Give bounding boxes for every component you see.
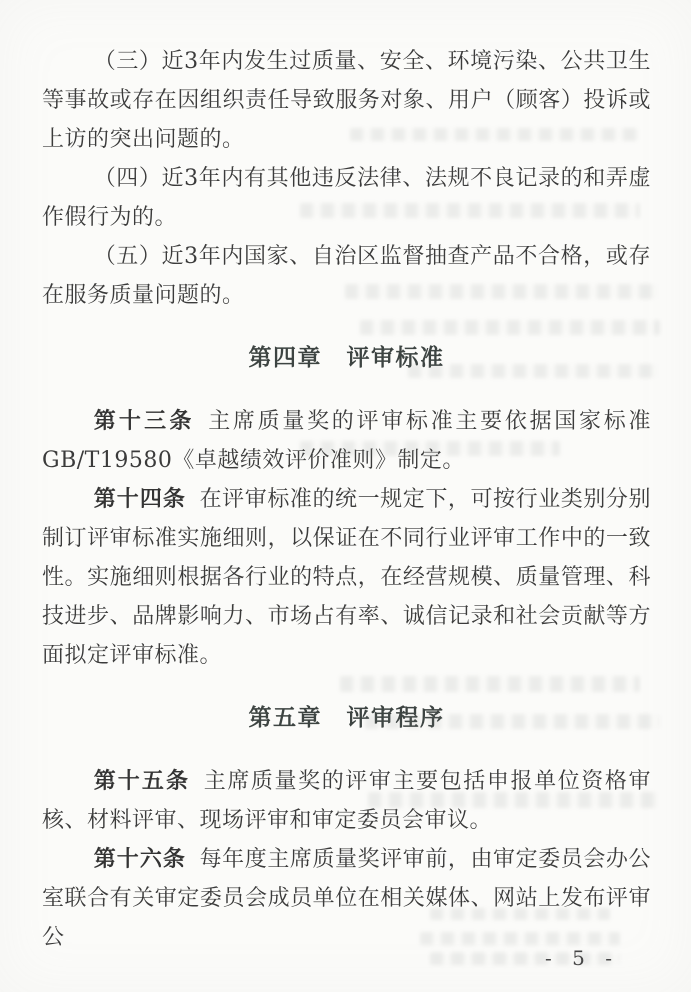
article-14-paragraph (42, 480, 651, 675)
clause-paragraph-4: （四）近3年内有其他违反法律、法规不良记录的和弄虚作假行为的。 (42, 166, 651, 230)
article-15-paragraph (42, 762, 651, 840)
chapter-4-heading: 第四章 评审标准 (248, 345, 445, 371)
clause-paragraph-5: （五）近3年内国家、自治区监督抽查产品不合格，或存在服务质量问题的。 (42, 244, 651, 308)
article-16-text: 每年度主席质量奖评审前，由审定委员会办公室联合有关审定委员会成员单位在相关媒体、网站上发布评审公 (42, 847, 651, 950)
article-13-text: 主席质量奖的评审标准主要依据国家标准GB/T19580《卓越绩效评价准则》制定。 (42, 409, 651, 473)
article-13-paragraph (42, 402, 651, 480)
article-14-text: 在评审标准的统一规定下，可按行业类别分别制订评审标准实施细则，以保证在不同行业评审工作中的一致性。实施细则根据各行业的特点，在经营规模、质量管理、科技进步、品牌影响力、市场占有率、诚信记录和社会贡献等方面拟定评审标准。 (42, 487, 651, 668)
chapter-5-heading: 第五章 评审程序 (248, 705, 445, 731)
article-15-number: 第十五条 (93, 769, 191, 794)
article-16-paragraph (42, 840, 651, 957)
clause-paragraph-3: （三）近3年内发生过质量、安全、环境污染、公共卫生等事故或存在因组织责任导致服务对象、用户（顾客）投诉或上访的突出问题的。 (42, 49, 651, 152)
article-15-text: 主席质量奖的评审主要包括申报单位资格审核、材料评审、现场评审和审定委员会审议。 (42, 769, 651, 833)
article-16-number: 第十六条 (93, 847, 186, 872)
page-number: - 5 - (545, 946, 619, 970)
document-body (42, 42, 651, 957)
article-14-number: 第十四条 (93, 487, 186, 512)
article-13-number: 第十三条 (93, 409, 195, 434)
